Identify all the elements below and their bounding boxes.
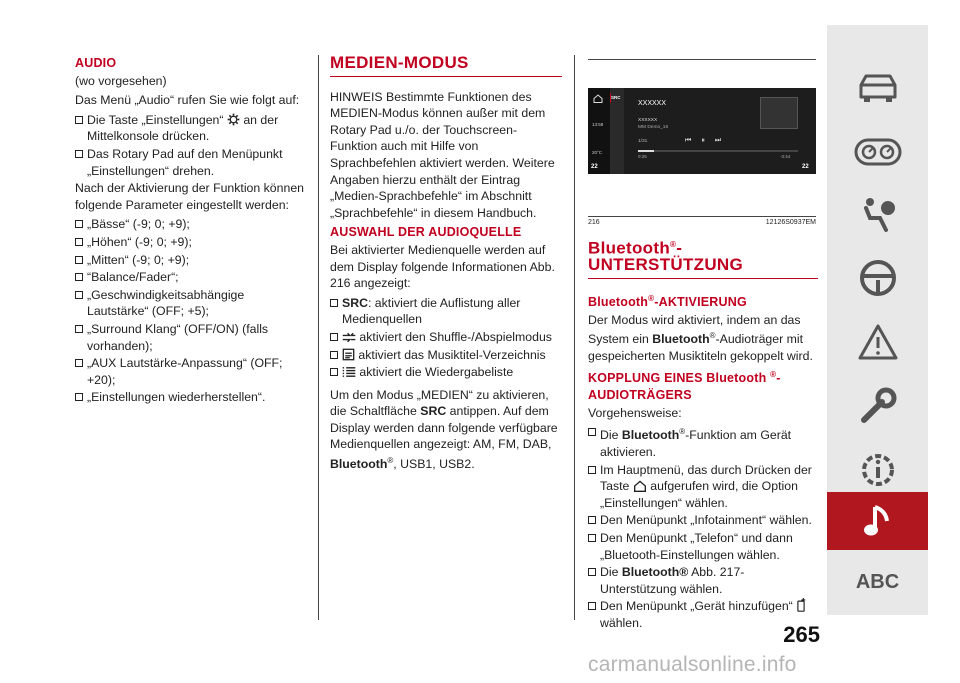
screen-remaining: -3:44 xyxy=(780,154,791,159)
screen-left-number: 22 xyxy=(591,164,598,170)
home-icon xyxy=(593,94,603,103)
media-outro-b: antippen. Auf dem Display werden dann folgende verfügbare Medienquellen angezeigt: xyxy=(330,404,558,452)
media-outro-src: SRC xyxy=(420,404,447,419)
media-outro-d: , USB1, USB2. xyxy=(393,457,475,472)
audio-param: „Surround Klang“ (OFF/ON) (falls vorhanden); xyxy=(75,321,305,354)
audio-param: “Balance/Fader“; xyxy=(75,269,305,286)
prev-icon: ⏮ xyxy=(685,137,702,144)
pairing-heading-a: KOPPLUNG EINES Bluetooth xyxy=(588,371,767,386)
sidebar-item-car[interactable] xyxy=(827,59,928,117)
sidebar-item-driving[interactable] xyxy=(827,249,928,307)
wrench-icon xyxy=(858,386,898,426)
bluetooth-activation-heading xyxy=(588,291,818,311)
reg-mark: ® xyxy=(670,240,677,249)
playlist-item xyxy=(330,364,562,381)
sidebar-item-maintenance[interactable] xyxy=(827,377,928,435)
pairing-step-5 xyxy=(588,564,818,597)
figure-top-rule xyxy=(588,59,816,60)
media-hint: HINWEIS Bestimmte Funktionen des MEDIEN-Modus können außer mit dem Rotary Pad u./o. der Touchscreen-Funktion auch mit Hilfe von Sprachbefehlen aktiviert werden. Weitere Angaben hierzu enthält der Eintrag „Medien-Sprachbefehle“ im Abschnitt „Sprachbefehle“ in diesem Handbuch. xyxy=(330,89,555,220)
media-title: MEDIEN-MODUS xyxy=(330,55,562,77)
audio-param: „Bässe“ (-9; 0; +9); xyxy=(75,216,305,233)
audio-after: Nach der Aktivierung der Funktion können folgende Parameter eingestellt werden: xyxy=(75,181,304,212)
source-heading: AUSWAHL DER AUDIOQUELLE xyxy=(330,225,522,240)
step-5-a: Die xyxy=(600,565,619,580)
media-outro-bt: Bluetooth xyxy=(330,457,388,472)
audio-param: „Höhen“ (-9; 0; +9); xyxy=(75,234,305,251)
sidebar-item-warnings[interactable] xyxy=(827,313,928,371)
sidebar-item-technical[interactable] xyxy=(827,441,928,499)
bluetooth-title-b: -UNTERSTÜTZUNG xyxy=(588,238,743,275)
audio-step-1-text-b: an der Mittelkonsole drücken. xyxy=(87,112,279,144)
audio-heading: AUDIO xyxy=(75,56,117,70)
screen-playback-controls xyxy=(685,137,731,145)
pairing-heading xyxy=(588,367,818,403)
pairing-step-2 xyxy=(588,462,818,512)
screen-temp: 20°C xyxy=(592,150,603,155)
figure-number: 216 xyxy=(588,219,600,226)
column-divider xyxy=(318,55,319,620)
screen-right-number: 22 xyxy=(802,164,809,170)
reg-mark: ® xyxy=(387,456,394,466)
procedure-label: Vorgehensweise: xyxy=(588,405,682,420)
page-number: 265 xyxy=(783,622,820,647)
reg-mark: ® xyxy=(709,331,716,341)
screen-title: XXXXXX xyxy=(638,100,667,107)
warning-icon xyxy=(857,323,899,361)
pairing-step-1 xyxy=(588,424,818,460)
step-5-bt: Bluetooth® xyxy=(621,565,689,580)
add-device-icon xyxy=(796,598,806,612)
audio-param: „Geschwindigkeitsabhängige Lautstärke“ (OFF; +5); xyxy=(75,287,305,320)
pairing-heading-b: -AUDIOTRÄGERS xyxy=(588,371,781,403)
reg-mark: ® xyxy=(679,427,686,437)
screen-progress-fill xyxy=(638,150,654,152)
activation-heading-a: Bluetooth xyxy=(588,295,649,309)
audio-intro: Das Menü „Audio“ rufen Sie wie folgt auf: xyxy=(75,93,300,108)
screen-album: MM Demo_16 xyxy=(638,125,669,130)
shuffle-item xyxy=(330,329,562,346)
home-icon xyxy=(633,480,647,492)
src-label: SRC xyxy=(342,295,368,310)
step-2-b: aufgerufen wird, die Option „Einstellungen“ wählen. xyxy=(600,479,798,510)
shuffle-text: aktiviert den Shuffle-/Abspielmodus xyxy=(359,329,552,344)
playlist-text: aktiviert die Wiedergabeliste xyxy=(359,365,514,380)
step-6-b: wählen. xyxy=(600,616,643,631)
pairing-step-4: Den Menüpunkt „Telefon“ und dann „Bluetooth-Einstellungen wählen. xyxy=(588,530,818,563)
music-note-icon xyxy=(863,503,893,539)
watermark: carmanualsonline.info xyxy=(588,653,797,676)
step-1-b: -Funktion am Gerät aktivieren. xyxy=(600,428,792,460)
step-6-a: Den Menüpunkt „Gerät hinzufügen“ xyxy=(600,599,793,614)
sidebar-item-safety[interactable] xyxy=(827,185,928,243)
album-art xyxy=(760,97,798,129)
activation-heading-b: -AKTIVIERUNG xyxy=(654,295,747,309)
sidebar-item-multimedia[interactable] xyxy=(827,492,928,550)
reg-mark: ® xyxy=(770,370,777,380)
airbag-icon xyxy=(858,194,898,234)
bluetooth-title xyxy=(588,237,818,279)
bluetooth-title-a: Bluetooth xyxy=(588,238,671,258)
music-list-icon xyxy=(342,348,355,361)
step-5-b: Abb. 217-Unterstützung wählen. xyxy=(600,565,745,596)
audio-step-1-text-a: Die Taste „Einstellungen“ xyxy=(87,112,224,127)
gear-icon xyxy=(227,113,240,126)
sidebar-item-dashboard[interactable] xyxy=(827,123,928,181)
column-divider xyxy=(574,55,575,620)
src-text: : aktiviert die Auflistung aller Medienquellen xyxy=(342,295,521,327)
pairing-step-3: Den Menüpunkt „Infotainment“ wählen. xyxy=(588,512,818,529)
activation-text xyxy=(588,312,818,365)
audio-section xyxy=(75,55,305,407)
src-item xyxy=(330,295,562,328)
chapter-sidebar xyxy=(827,25,928,615)
screen-src-panel xyxy=(610,88,624,174)
next-icon: ⏭ xyxy=(714,137,732,144)
figure-code: 12126S0937EM xyxy=(765,219,816,226)
gauges-icon xyxy=(854,137,902,167)
activation-text-b: -Audioträger mit gespeicherten Musiktiteln gekoppelt wird. xyxy=(588,332,813,363)
media-section xyxy=(330,55,562,476)
media-outro-a: Um den Modus „MEDIEN“ zu aktivieren, die Schaltfläche xyxy=(330,387,549,419)
playlist-icon xyxy=(342,366,356,378)
audio-sub: (wo vorgesehen) xyxy=(75,73,167,88)
step-1-bt: Bluetooth xyxy=(621,428,680,443)
activation-text-bt: Bluetooth xyxy=(652,332,710,347)
media-outro-c: AM, FM, DAB, xyxy=(472,437,552,452)
track-item xyxy=(330,347,562,364)
activation-text-a: Der Modus wird aktiviert, indem an das System ein xyxy=(588,312,801,347)
screen-src-label: SRC xyxy=(611,95,621,100)
pause-icon: ⏸ xyxy=(701,137,715,144)
bluetooth-section xyxy=(588,237,818,633)
audio-step-1 xyxy=(75,112,305,145)
screen-track-count: 1/31 xyxy=(638,139,648,144)
sidebar-item-index[interactable] xyxy=(827,553,928,611)
media-outro xyxy=(330,387,562,473)
steering-wheel-icon xyxy=(858,258,898,298)
screen-progress-track xyxy=(638,150,798,152)
audio-param: „AUX Lautstärke-Anpassung“ (OFF; +20); xyxy=(75,355,305,388)
source-intro: Bei aktivierter Medienquelle werden auf dem Display folgende Informationen Abb. 216 angezeigt: xyxy=(330,242,555,291)
reg-mark: ® xyxy=(648,293,655,303)
track-text: aktiviert das Musiktitel-Verzeichnis xyxy=(358,347,546,362)
abc-label: ABC xyxy=(855,570,900,593)
step-2-a: Im Hauptmenü, das durch Drücken der Taste xyxy=(600,462,812,494)
screen-elapsed: 0:25 xyxy=(638,154,647,159)
shuffle-icon xyxy=(342,332,356,343)
screen-time: 13:58 xyxy=(592,122,604,127)
screen-artist: XXXXXX xyxy=(638,118,658,123)
step-1-a: Die xyxy=(600,428,619,443)
media-screen-figure xyxy=(588,88,816,174)
info-gear-icon xyxy=(858,450,898,490)
audio-param: „Einstellungen wiederherstellen“. xyxy=(75,389,305,406)
audio-param: „Mitten“ (-9; 0; +9); xyxy=(75,252,305,269)
figure-caption xyxy=(588,216,816,226)
audio-step-2: Das Rotary Pad auf den Menüpunkt „Einstellungen“ drehen. xyxy=(75,146,305,179)
car-icon xyxy=(855,71,901,105)
